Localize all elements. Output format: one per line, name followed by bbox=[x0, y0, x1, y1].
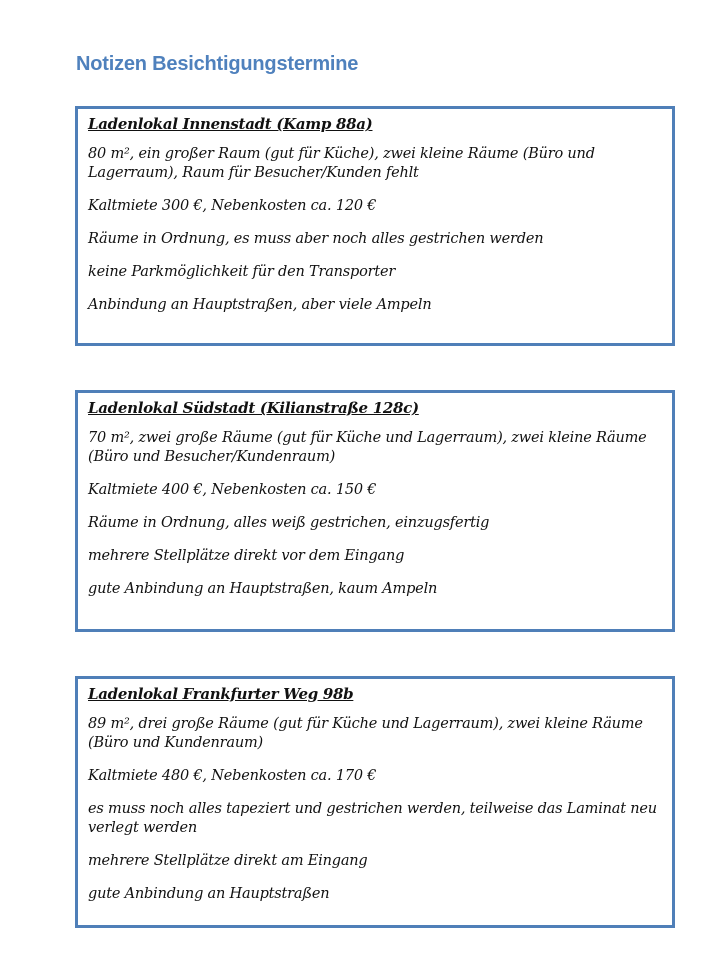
note-line-connection: gute Anbindung an Hauptstraßen, kaum Ampeln bbox=[88, 581, 438, 597]
note-heading: Ladenlokal Südstadt (Kilianstraße 128c) bbox=[88, 399, 419, 417]
note-line-connection: gute Anbindung an Hauptstraßen bbox=[88, 886, 330, 902]
note-heading: Ladenlokal Innenstadt (Kamp 88a) bbox=[88, 115, 373, 133]
note-line-condition: es muss noch alles tapeziert und gestrichen werden, teilweise das Laminat neu verlegt werden bbox=[88, 801, 657, 836]
note-line-condition: Räume in Ordnung, alles weiß gestrichen, einzugsfertig bbox=[88, 515, 490, 531]
note-line-size-rooms: 80 m², ein großer Raum (gut für Küche), zwei kleine Räume (Büro und Lagerraum), Raum für Besucher/Kunden fehlt bbox=[88, 146, 595, 181]
note-line-rent: Kaltmiete 300 €, Nebenkosten ca. 120 € bbox=[88, 198, 377, 214]
note-line-size-rooms: 89 m², drei große Räume (gut für Küche und Lagerraum), zwei kleine Räume (Büro und Kundenraum) bbox=[88, 716, 643, 751]
note-line-size-rooms: 70 m², zwei große Räume (gut für Küche und Lagerraum), zwei kleine Räume (Büro und Besucher/Kundenraum) bbox=[88, 430, 647, 465]
note-line-parking: mehrere Stellplätze direkt vor dem Eingang bbox=[88, 548, 405, 564]
note-box-frankfurter-weg bbox=[75, 676, 675, 928]
page-title: Notizen Besichtigungstermine bbox=[76, 53, 359, 75]
note-line-parking: keine Parkmöglichkeit für den Transporter bbox=[88, 264, 396, 280]
note-line-rent: Kaltmiete 480 €, Nebenkosten ca. 170 € bbox=[88, 768, 377, 784]
note-line-rent: Kaltmiete 400 €, Nebenkosten ca. 150 € bbox=[88, 482, 377, 498]
note-box-innenstadt bbox=[75, 106, 675, 346]
note-line-condition: Räume in Ordnung, es muss aber noch alles gestrichen werden bbox=[88, 231, 544, 247]
note-box-suedstadt bbox=[75, 390, 675, 632]
note-heading: Ladenlokal Frankfurter Weg 98b bbox=[88, 685, 354, 703]
note-line-parking: mehrere Stellplätze direkt am Eingang bbox=[88, 853, 368, 869]
note-line-connection: Anbindung an Hauptstraßen, aber viele Ampeln bbox=[88, 297, 432, 313]
